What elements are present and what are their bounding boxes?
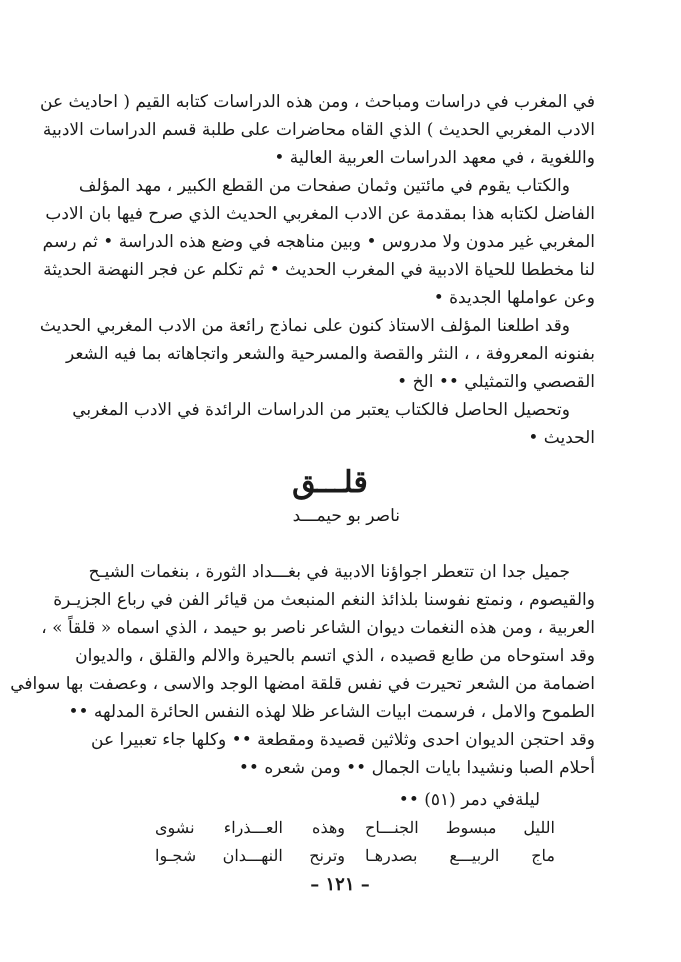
poem-verse-1 bbox=[155, 816, 555, 840]
poem-hemistich: الليل مبسوط الجنـــاح bbox=[365, 818, 555, 837]
section-title: قلـــق bbox=[292, 465, 368, 500]
review-line-3: واللغوية ، في معهد الدراسات العربية العالية • bbox=[274, 148, 595, 168]
poem-intro: ليلةفي دمر (٥١) •• bbox=[398, 790, 540, 810]
poem-hemistich: وهذه العـــذراء نشوى bbox=[155, 818, 345, 837]
review-line-7: لنا مخططا للحياة الادبية في المغرب الحديث • ثم تكلم عن فجر النهضة الحديثة bbox=[43, 260, 595, 280]
review-line-1: في المغرب في دراسات ومباحث ، ومن هذه الدراسات كتابه القيم ( احاديث عن bbox=[40, 92, 595, 112]
review-line-2: الادب المغربي الحديث ) الذي القاه محاضرات على طلبة قسم الدراسات الادبية bbox=[42, 120, 595, 140]
review-line-6: المغربي غير مدون ولا مدروس • وبين مناهجه في وضع هذه الدراسة • ثم رسم bbox=[42, 232, 595, 252]
article-line-4: وقد استوحاه من طابع قصيده ، الذي اتسم بالحيرة والالم والقلق ، والديوان bbox=[75, 646, 595, 666]
poem-hemistich: وترنح النهـــدان شجـوا bbox=[155, 846, 345, 865]
review-line-4: والكتاب يقوم في مائتين وثمان صفحات من القطع الكبير ، مهد المؤلف bbox=[78, 176, 570, 196]
article-line-6: الطموح والامل ، فرسمت ابيات الشاعر ظلا لهذه النفس الحائرة المدلهه •• bbox=[68, 702, 595, 722]
author-name: ناصر بو حيمـــد bbox=[292, 506, 400, 526]
review-line-8: وعن عواملها الجديدة • bbox=[433, 288, 595, 308]
article-line-3: العربية ، ومن هذه النغمات ديوان الشاعر ناصر بو حيمد ، الذي اسماه « قلقاً » ، bbox=[41, 618, 595, 638]
review-line-13: الحديث • bbox=[528, 428, 595, 448]
review-line-11: القصصي والتمثيلي •• الخ • bbox=[397, 372, 595, 392]
article-line-7: وقد احتجن الديوان احدى وثلاثين قصيدة ومقطعة •• وكلها جاء تعبيرا عن bbox=[91, 730, 595, 750]
article-line-5: اضمامة من الشعر تحيرت في نفس قلقة امضها الوجد والاسى ، وعصفت بها سوافي bbox=[10, 674, 595, 694]
page-number: – ١٢١ – bbox=[310, 874, 370, 895]
review-line-10: بفنونه المعروفة ، ، النثر والقصة والمسرحية والشعر واتجاهاته بما فيه الشعر bbox=[65, 344, 595, 364]
poem-hemistich: ماج الربيـــع بصدرهـا bbox=[365, 846, 555, 865]
review-line-5: الفاضل لكتابه هذا بمقدمة عن الادب المغربي الحديث الذي صرح فيها بان الادب bbox=[45, 204, 595, 224]
article-line-2: والقيصوم ، ونمتع نفوسنا بلذائذ النغم المنبعث من قيائر الفن في رباع الجزيـرة bbox=[53, 590, 595, 610]
article-line-8: أحلام الصبا ونشيدا بايات الجمال •• ومن شعره •• bbox=[238, 758, 595, 778]
review-line-12: وتحصيل الحاصل فالكتاب يعتبر من الدراسات الرائدة في الادب المغربي bbox=[72, 400, 570, 420]
review-line-9: وقد اطلعنا المؤلف الاستاذ كنون على نماذج رائعة من الادب المغربي الحديث bbox=[39, 316, 570, 336]
poem-verse-2 bbox=[155, 844, 555, 868]
article-line-1: جميل جدا ان تتعطر اجواؤنا الادبية في بغـــداد الثورة ، بنغمات الشيـح bbox=[88, 562, 570, 582]
